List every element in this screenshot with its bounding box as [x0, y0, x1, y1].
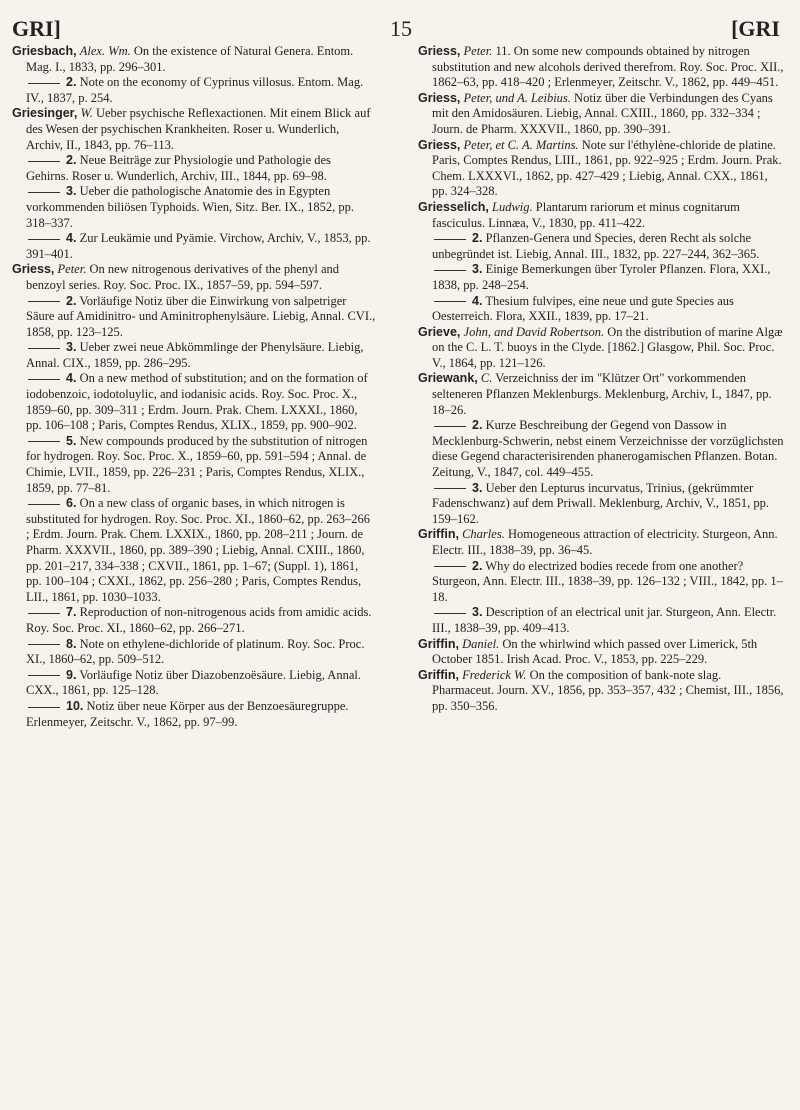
sub-entry — [12, 637, 376, 668]
author-given-name: C. — [480, 371, 493, 386]
entry-text: New compounds produced by the substitution of nitrogen for hydrogen. Roy. Soc. Proc. X., 1859–60, pp. 591–594 ; Annal. de Chimie, LVII., 1859, pp. 226–231 ; Paris, Comptes Rendus, XLIX., 1859, pp. 77–81. — [26, 433, 368, 495]
author-given-name: Ludwig. — [492, 199, 533, 214]
author-given-name: John, and David Robertson. — [463, 324, 605, 339]
entry-text: On a new class of organic bases, in which nitrogen is substituted for hydrogen. Roy. Soc. Proc. XI., 1860–62, pp. 263–266 ; Erdm. Journ. Prak. Chem. LXXIX., 1860, pp. 208–211 ; Journ. de Pharm. XXXVII., 1860, pp. 389–390 ; Liebig, Annal. CXIII., 1860, pp. 201–217, 334–338 ; CXVII., 1861, pp. 1–67; (Suppl. 1), 1861, pp. 100–104 ; CXXI., 1862, pp. 256–280 ; Paris, Comptes Rendus, LII., 1861, pp. 1030–1033. — [26, 496, 370, 604]
entry-number: 2. — [472, 558, 483, 573]
entry-text: Vorläufige Notiz über Diazobenzoësäure. Liebig, Annal. CXX., 1861, pp. 125–128. — [26, 667, 361, 698]
page-number: 15 — [390, 16, 412, 41]
entry-text: On new nitrogenous derivatives of the phenyl and benzoyl series. Roy. Soc. Proc. IX., 1857–59, pp. 594–597. — [26, 262, 340, 292]
sub-entry — [12, 231, 376, 262]
sub-entry — [12, 496, 376, 605]
author-given-name: Peter. — [463, 44, 493, 58]
entry-text: Notiz über neue Körper aus der Benzoesäuregruppe. Erlenmeyer, Zeitschr. V., 1862, pp. 97–99. — [26, 698, 349, 729]
sub-entry — [418, 481, 786, 528]
entry-number: 2. — [472, 231, 483, 246]
entry-text: Kurze Beschreibung der Gegend von Dassow in Mecklenburg-Schwerin, nebst einem Verzeichnisse der vorzüglichsten diese Gegend characterisirenden phanerogamischen Pflanzen. Botan. Zeitung, V., 1847, col. 449–455. — [432, 418, 784, 480]
author-entry — [12, 106, 376, 153]
entry-text: Note on ethylene-dichloride of platinum. Roy. Soc. Proc. XI., 1860–62, pp. 509–512. — [26, 636, 365, 667]
entry-text: Note sur l'éthylène-chloride de platine. Paris, Comptes Rendus, LIII., 1861, pp. 922–925 ; Erdm. Journ. Prak. Chem. LXXXVI., 1862, pp. 427–429 ; Liebig, Annal. CXX., 1861, pp. 324–328. — [432, 137, 782, 199]
author-surname: Griffin, — [418, 667, 459, 682]
entry-text: Einige Bemerkungen über Tyroler Pflanzen. Flora, XXI., 1838, pp. 248–254. — [432, 262, 771, 292]
entry-number: 4. — [66, 371, 77, 386]
author-entry — [418, 325, 786, 372]
ditto-dash — [434, 426, 466, 427]
ditto-dash — [28, 161, 60, 162]
sub-entry — [12, 605, 376, 636]
author-surname: Griewank, — [418, 371, 478, 386]
sub-entry — [12, 184, 376, 231]
right-column — [418, 44, 786, 715]
ditto-dash — [434, 270, 466, 271]
sub-entry — [418, 559, 786, 606]
author-surname: Griffin, — [418, 636, 459, 651]
entry-number: 3. — [66, 340, 77, 355]
entry-number: 5. — [66, 433, 77, 448]
sub-entry — [12, 294, 376, 341]
entry-number: 3. — [472, 262, 483, 277]
author-entry — [418, 44, 786, 91]
sub-entry — [418, 605, 786, 636]
ditto-dash — [28, 644, 60, 645]
entry-text: Ueber den Lepturus incurvatus, Trinius, (gekrümmter Fadenschwanz) auf dem Priwall. Meklenburg, Archiv, V., 1851, pp. 159–162. — [432, 480, 769, 526]
author-entry — [12, 262, 376, 293]
entry-number: 2. — [472, 418, 483, 433]
author-surname: Griffin, — [418, 527, 459, 542]
ditto-dash — [28, 504, 60, 505]
entry-number: 6. — [66, 496, 77, 511]
author-given-name: Daniel. — [462, 636, 500, 651]
sub-entry — [418, 262, 786, 293]
author-surname: Griess, — [418, 137, 461, 152]
entry-text: Why do electrized bodies recede from one another? Sturgeon, Ann. Electr. III., 1838–39, pp. 126–132 ; VIII., 1842, pp. 1–18. — [432, 558, 783, 604]
entry-text: On the whirlwind which passed over Limerick, 5th October 1851. Irish Acad. Proc. V., 1853, pp. 225–229. — [432, 636, 758, 667]
author-surname: Griess, — [12, 262, 55, 277]
entry-text: Note on the economy of Cyprinus villosus. Entom. Mag. IV., 1837, p. 254. — [26, 75, 364, 105]
entry-number: 4. — [472, 293, 483, 308]
ditto-dash — [28, 675, 60, 676]
entry-text: On a new method of substitution; and on the formation of iodobenzoic, iodotoluylic, and iodanisic acids. Roy. Soc. Proc. X., 1859–60, pp. 309–311 ; Erdm. Journ. Prak. Chem. LXXXI., 1860, pp. 106–108 ; Paris, Comptes Rendus, XLIX., 1859, pp. 900–902. — [26, 371, 368, 433]
entry-number: 8. — [66, 636, 77, 651]
entry-text: Pflanzen-Genera und Species, deren Recht als solche unbegründet ist. Liebig, Annal. III., 1832, pp. 227–244, 362–365. — [432, 231, 760, 261]
entry-text: Thesium fulvipes, eine neue und gute Species aus Oesterreich. Flora, XXII., 1839, pp. 17–21. — [432, 293, 734, 324]
ditto-dash — [28, 441, 60, 442]
author-surname: Griesselich, — [418, 199, 489, 214]
sub-entry — [12, 75, 376, 106]
author-given-name: Peter, und A. Leibius. — [463, 90, 571, 105]
ditto-dash — [434, 239, 466, 240]
author-entry — [418, 138, 786, 200]
author-entry — [418, 371, 786, 418]
sub-entry — [12, 371, 376, 433]
entry-number: 10. — [66, 698, 84, 713]
author-surname: Griesinger, — [12, 106, 78, 121]
entry-number: 2. — [66, 75, 77, 90]
entry-text: On the existence of Natural Genera. Entom. Mag. I., 1833, pp. 296–301. — [26, 44, 354, 74]
author-given-name: Charles. — [462, 527, 505, 542]
author-surname: Griess, — [418, 90, 461, 105]
sub-entry — [418, 231, 786, 262]
sub-entry — [418, 418, 786, 480]
entry-number: 2. — [66, 293, 77, 308]
ditto-dash — [28, 301, 60, 302]
sub-entry — [418, 294, 786, 325]
header-right: [GRI — [731, 16, 780, 41]
left-column — [12, 44, 376, 730]
entry-number: 4. — [66, 231, 77, 246]
ditto-dash — [28, 379, 60, 380]
ditto-dash — [28, 707, 60, 708]
author-entry — [418, 637, 786, 668]
entry-text: Notiz über die Verbindungen des Cyans mit den Amidosäuren. Liebig, Annal. CXIII., 1860, pp. 332–334 ; Journ. de Pharm. XXXVII., 1860, pp. 390–391. — [432, 90, 773, 136]
author-given-name: W. — [80, 106, 93, 121]
ditto-dash — [434, 613, 466, 614]
entry-text: Homogeneous attraction of electricity. Sturgeon, Ann. Electr. III., 1838–39, pp. 36–45. — [432, 527, 778, 557]
sub-entry — [12, 153, 376, 184]
entry-text: On the distribution of marine Algæ on the C. L. T. buoys in the Clyde. [1862.] Glasgow, Phil. Soc. Proc. V., 1864, pp. 121–126. — [432, 324, 783, 370]
ditto-dash — [28, 83, 60, 84]
entry-text: Ueber psychische Reflexactionen. Mit einem Blick auf des Wesen der psychischen Krankheiten. Roser u. Wunderlich, Archiv, II., 1843, pp. 76–113. — [26, 106, 371, 152]
author-surname: Griesbach, — [12, 44, 77, 58]
sub-entry — [12, 434, 376, 496]
sub-entry — [12, 340, 376, 371]
entry-text: Vorläufige Notiz über die Einwirkung von salpetriger Säure auf Amidinitro- und Aminitrophenylsäure. Liebig, Annal. CVI., 1858, pp. 123–125. — [26, 293, 376, 339]
entry-number: 9. — [66, 667, 77, 682]
ditto-dash — [434, 301, 466, 302]
author-given-name: Peter, et C. A. Martins. — [463, 137, 579, 152]
entry-number: 3. — [66, 184, 77, 199]
ditto-dash — [434, 488, 466, 489]
entry-text: Zur Leukämie und Pyämie. Virchow, Archiv, V., 1853, pp. 391–401. — [26, 231, 371, 261]
header-left: GRI] — [12, 16, 61, 41]
author-surname: Grieve, — [418, 324, 461, 339]
author-entry — [418, 668, 786, 715]
ditto-dash — [28, 613, 60, 614]
author-given-name: Frederick W. — [462, 667, 527, 682]
author-given-name: Peter. — [57, 262, 87, 277]
ditto-dash — [28, 239, 60, 240]
entry-text: Ueber zwei neue Abkömmlinge der Phenylsäure. Liebig, Annal. CIX., 1859, pp. 286–295. — [26, 340, 364, 370]
sub-entry — [12, 699, 376, 730]
sub-entry — [12, 668, 376, 699]
entry-text: 11. On some new compounds obtained by nitrogen substitution and new alcohols derived therefrom. Roy. Soc. Proc. XII., 1862–63, pp. 418–420 ; Erlenmeyer, Zeitschr. V., 1862, pp. 449–451. — [432, 44, 784, 90]
entry-number: 2. — [66, 153, 77, 168]
author-entry — [418, 527, 786, 558]
ditto-dash — [28, 348, 60, 349]
author-entry — [418, 91, 786, 138]
author-surname: Griess, — [418, 44, 461, 58]
entry-number: 7. — [66, 605, 77, 620]
entry-text: On the composition of bank-note slag. Pharmaceut. Journ. XV., 1856, pp. 353–357, 432 ; Chemist, III., 1856, pp. 350–356. — [432, 667, 784, 713]
author-given-name: Alex. Wm. — [79, 44, 131, 58]
ditto-dash — [28, 192, 60, 193]
entry-number: 3. — [472, 480, 483, 495]
entry-text: Neue Beiträge zur Physiologie und Pathologie des Gehirns. Roser u. Wunderlich, Archiv, III., 1844, pp. 69–98. — [26, 153, 331, 183]
entry-text: Reproduction of non-nitrogenous acids from amidic acids. Roy. Soc. Proc. XI., 1860–62, pp. 266–271. — [26, 605, 372, 635]
entry-text: Ueber die pathologische Anatomie des in Egypten vorkommenden biliösen Typhoids. Wien, Sitz. Ber. IX., 1852, pp. 318–337. — [26, 184, 354, 230]
entry-text: Description of an electrical unit jar. Sturgeon, Ann. Electr. III., 1838–39, pp. 409–413. — [432, 605, 777, 635]
entry-text: Plantarum rariorum et minus cognitarum fasciculus. Linnæa, V., 1830, pp. 411–422. — [432, 199, 740, 230]
ditto-dash — [434, 566, 466, 567]
author-entry — [418, 200, 786, 231]
entry-number: 3. — [472, 605, 483, 620]
entry-text: Verzeichniss der im "Klützer Ort" vorkommenden selteneren Pflanzen Meklenburgs. Meklenburg, Archiv, I., 1847, pp. 18–26. — [432, 371, 772, 417]
author-entry — [12, 44, 376, 75]
page-header — [12, 8, 780, 40]
